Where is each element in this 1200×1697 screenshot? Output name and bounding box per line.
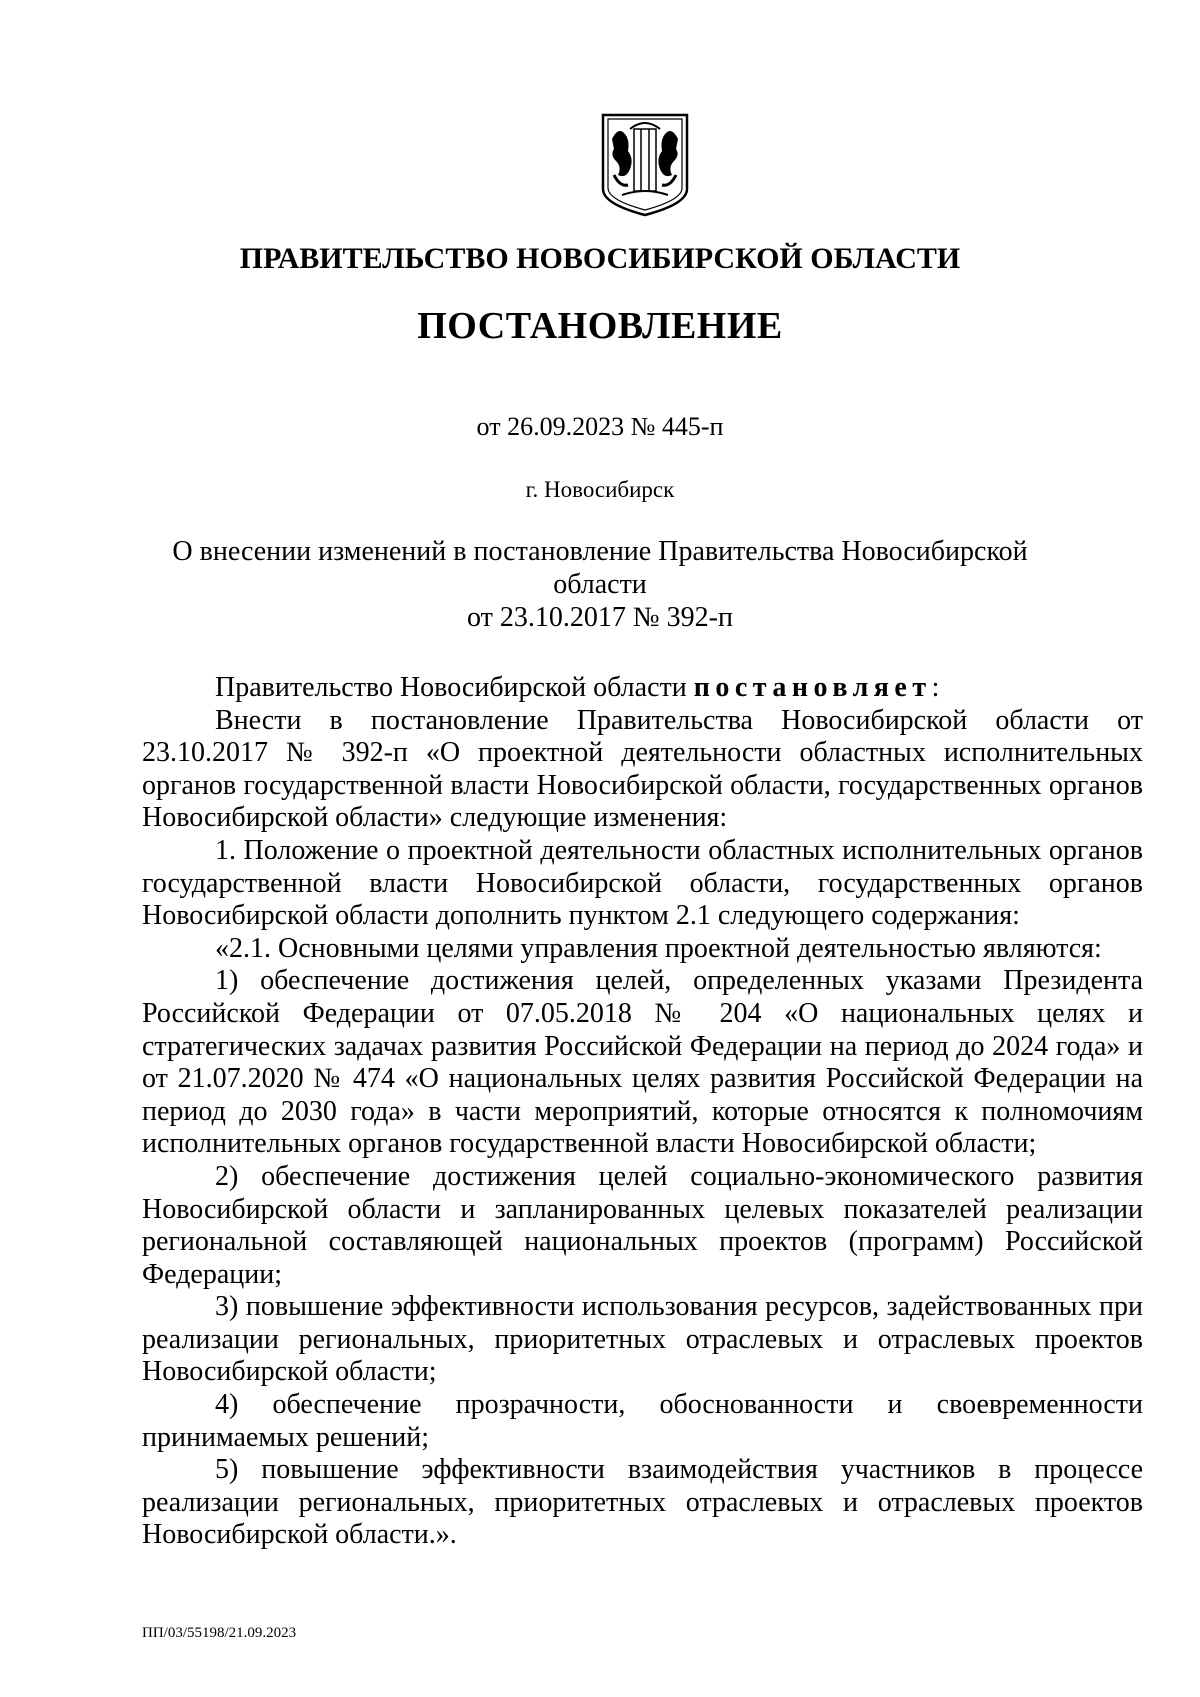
resolves-prefix: Правительство Новосибирской области	[215, 672, 694, 703]
paragraph-item-1: 1. Положение о проектной деятельности областных исполнительных органов государственной власти Новосибирской области, государственных органов Новосибирской области дополнить пунктом 2.1 следующего содержания:	[142, 834, 1143, 932]
document-type-title: ПОСТАНОВЛЕНИЕ	[417, 305, 783, 347]
paragraph-goal-5: 5) повышение эффективности взаимодействия участников в процессе реализации региональных, приоритетных отраслевых и отраслевых проектов Новосибирской области.».	[142, 1454, 1143, 1551]
coat-of-arms-icon	[600, 109, 690, 217]
paragraph-goal-1: 1) обеспечение достижения целей, определенных указами Президента Российской Федерации от 07.05.2018 № 204 «О национальных целях и стратегических задачах развития Российской Федерации на период до 2024 года» и от 21.07.2020 № 474 «О национальных целях развития Российской Федерации на период до 2030 года» в части мероприятий, которые относятся к полномочиям исполнительных органов государственной власти Новосибирской области;	[142, 965, 1143, 1160]
paragraph-goal-3: 3) повышение эффективности использования ресурсов, задействованных при реализации региональных, приоритетных отраслевых и отраслевых проектов Новосибирской области;	[142, 1291, 1143, 1388]
paragraph-amend: Внести в постановление Правительства Новосибирской области от 23.10.2017 № 392-п «О проектной деятельности областных исполнительных органов государственной власти Новосибирской области, государственных органов Новосибирской области» следующие изменения:	[142, 704, 1143, 834]
document-subject	[140, 535, 1060, 634]
resolves-paragraph	[142, 672, 1143, 705]
resolves-suffix: :	[931, 672, 940, 703]
paragraph-goal-4: 4) обеспечение прозрачности, обоснованности и своевременности принимаемых решений;	[142, 1389, 1143, 1453]
paragraph-2-1: «2.1. Основными целями управления проектной деятельностью являются:	[215, 932, 1102, 964]
footer-code: ПП/03/55198/21.09.2023	[142, 1625, 297, 1641]
government-name: ПРАВИТЕЛЬСТВО НОВОСИБИРСКОЙ ОБЛАСТИ	[239, 242, 961, 275]
subject-line-1: О внесении изменений в постановление Правительства Новосибирской области	[172, 536, 1028, 600]
subject-line-2: от 23.10.2017 № 392-п	[467, 602, 733, 633]
resolves-word: постановляет	[693, 672, 932, 703]
paragraph-goal-2: 2) обеспечение достижения целей социально-экономического развития Новосибирской области и запланированных целевых показателей реализации региональной составляющей национальных проектов (программ) Российской Федерации;	[142, 1160, 1143, 1290]
document-body	[142, 672, 1143, 1552]
date-and-number: от 26.09.2023 № 445-п	[476, 412, 724, 441]
city: г. Новосибирск	[525, 477, 675, 502]
